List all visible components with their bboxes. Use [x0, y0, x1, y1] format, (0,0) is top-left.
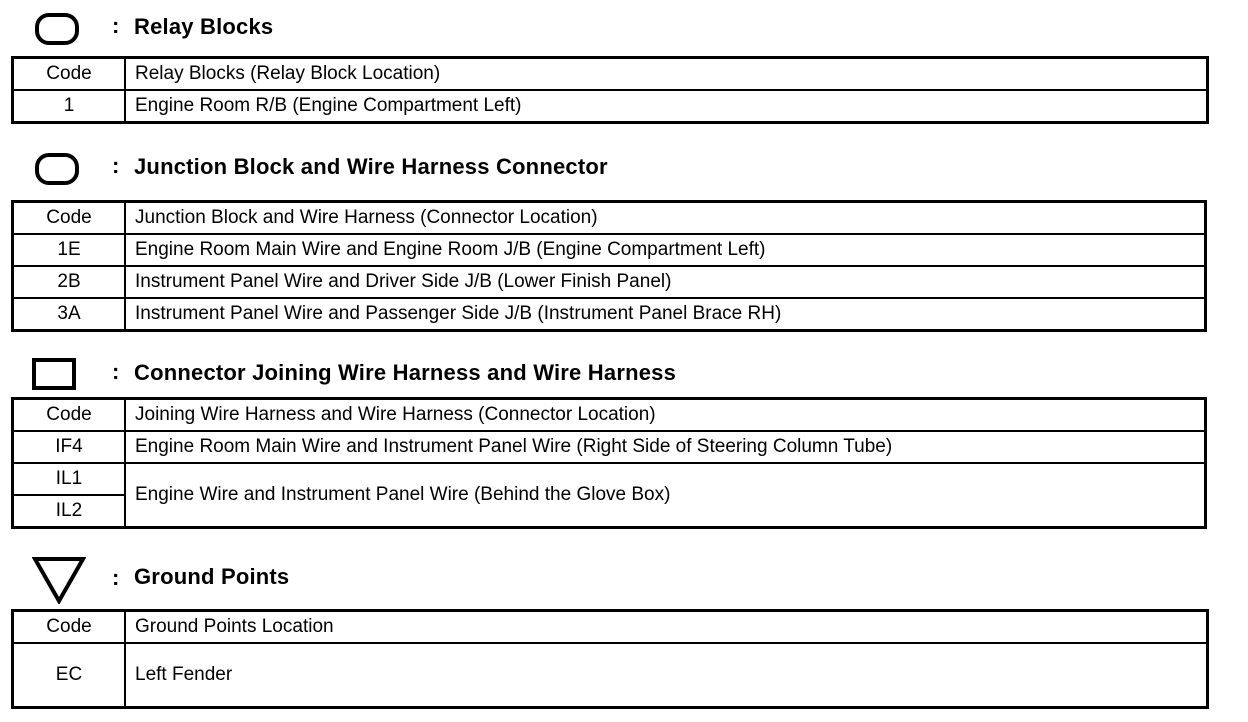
description-header: Junction Block and Wire Harness (Connector Location) — [125, 202, 1206, 235]
description-header: Ground Points Location — [125, 611, 1208, 644]
table-header-row — [13, 202, 1206, 235]
code-header: Code — [13, 611, 126, 644]
description-header: Relay Blocks (Relay Block Location) — [125, 58, 1208, 91]
colon: : — [112, 359, 120, 384]
colon: : — [112, 153, 120, 178]
section-title: Connector Joining Wire Harness and Wire Harness — [134, 360, 677, 385]
section-title: Ground Points — [134, 564, 290, 589]
description-cell: Engine Room Main Wire and Engine Room J/B (Engine Compartment Left) — [125, 234, 1206, 266]
description-cell: Engine Room Main Wire and Instrument Panel Wire (Right Side of Steering Column Tube) — [125, 431, 1206, 463]
relay-blocks-table — [11, 56, 1209, 124]
section-connector-joining-header — [0, 352, 1248, 392]
table-row — [13, 643, 1208, 708]
code-cell: 1 — [13, 90, 126, 123]
description-cell: Instrument Panel Wire and Passenger Side J/B (Instrument Panel Brace RH) — [125, 298, 1206, 331]
section-title: Junction Block and Wire Harness Connector — [134, 154, 608, 179]
table-row — [13, 90, 1208, 123]
description-cell: Engine Room R/B (Engine Compartment Left) — [125, 90, 1208, 123]
colon: : — [112, 13, 120, 38]
code-cell: IL2 — [13, 495, 126, 528]
description-header: Joining Wire Harness and Wire Harness (Connector Location) — [125, 399, 1206, 432]
triangle-down-icon — [32, 556, 86, 604]
rectangle-icon — [32, 358, 76, 390]
table-header-row — [13, 399, 1206, 432]
section-title: Relay Blocks — [134, 14, 274, 39]
code-header: Code — [13, 58, 126, 91]
connector-joining-table — [11, 397, 1207, 529]
description-cell: Instrument Panel Wire and Driver Side J/B (Lower Finish Panel) — [125, 266, 1206, 298]
rounded-rectangle-icon — [34, 12, 80, 46]
table-row — [13, 266, 1206, 298]
section-relay-blocks-header — [0, 8, 1248, 48]
code-header: Code — [13, 399, 126, 432]
ground-points-table — [11, 609, 1209, 709]
section-junction-block-header — [0, 148, 1248, 188]
description-cell: Engine Wire and Instrument Panel Wire (Behind the Glove Box) — [125, 463, 1206, 528]
table-header-row — [13, 611, 1208, 644]
table-row — [13, 463, 1206, 495]
description-cell: Left Fender — [125, 643, 1208, 708]
code-header: Code — [13, 202, 126, 235]
junction-block-table — [11, 200, 1207, 332]
code-cell: 3A — [13, 298, 126, 331]
table-header-row — [13, 58, 1208, 91]
section-ground-points-header — [0, 554, 1248, 594]
code-cell: IF4 — [13, 431, 126, 463]
table-row — [13, 298, 1206, 331]
code-cell: IL1 — [13, 463, 126, 495]
rounded-rectangle-icon — [34, 152, 80, 186]
code-cell: 1E — [13, 234, 126, 266]
colon: : — [112, 565, 120, 590]
table-row — [13, 431, 1206, 463]
code-cell: 2B — [13, 266, 126, 298]
code-cell: EC — [13, 643, 126, 708]
table-row — [13, 234, 1206, 266]
